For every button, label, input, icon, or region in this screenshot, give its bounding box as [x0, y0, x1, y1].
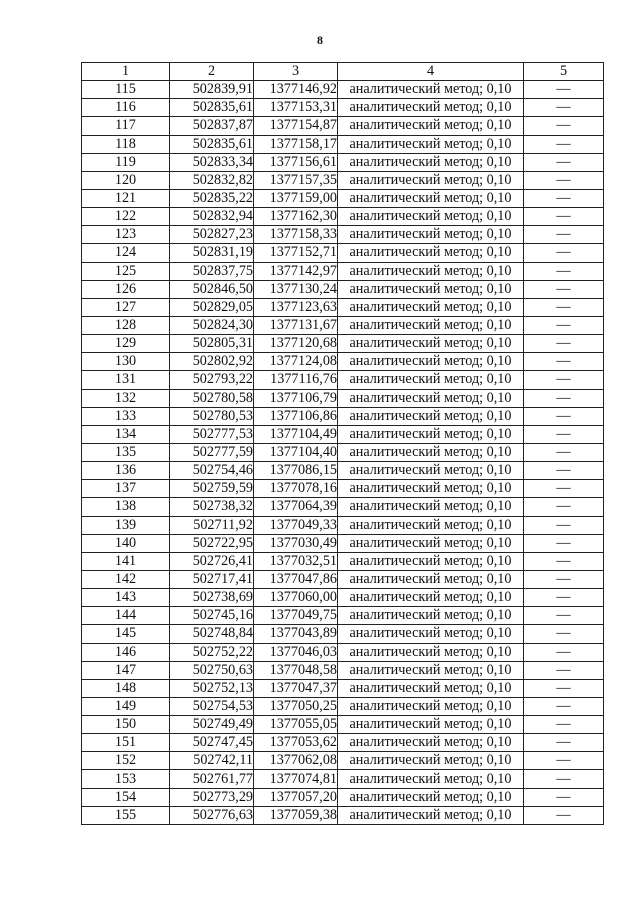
- table-row: [82, 298, 604, 316]
- description-cell: —: [524, 443, 604, 461]
- description-cell: —: [524, 806, 604, 824]
- method-accuracy-cell: аналитический метод; 0,10: [338, 752, 524, 770]
- y-coordinate-cell: 1377146,92: [254, 81, 338, 99]
- y-coordinate-cell: 1377053,62: [254, 734, 338, 752]
- description-cell: —: [524, 534, 604, 552]
- point-number-cell: 118: [82, 135, 170, 153]
- point-number-cell: 124: [82, 244, 170, 262]
- y-coordinate-cell: 1377062,08: [254, 752, 338, 770]
- table-row: [82, 425, 604, 443]
- description-cell: —: [524, 81, 604, 99]
- description-cell: —: [524, 425, 604, 443]
- y-coordinate-cell: 1377157,35: [254, 171, 338, 189]
- x-coordinate-cell: 502759,59: [170, 480, 254, 498]
- y-coordinate-cell: 1377154,87: [254, 117, 338, 135]
- table-row: [82, 679, 604, 697]
- column-header-2: 2: [170, 63, 254, 81]
- table-row: [82, 552, 604, 570]
- y-coordinate-cell: 1377049,33: [254, 516, 338, 534]
- description-cell: —: [524, 389, 604, 407]
- point-number-cell: 117: [82, 117, 170, 135]
- x-coordinate-cell: 502846,50: [170, 280, 254, 298]
- y-coordinate-cell: 1377123,63: [254, 298, 338, 316]
- point-number-cell: 126: [82, 280, 170, 298]
- point-number-cell: 148: [82, 679, 170, 697]
- description-cell: —: [524, 462, 604, 480]
- table-row: [82, 498, 604, 516]
- method-accuracy-cell: аналитический метод; 0,10: [338, 189, 524, 207]
- description-cell: —: [524, 679, 604, 697]
- x-coordinate-cell: 502717,41: [170, 570, 254, 588]
- coordinates-table: [81, 62, 604, 825]
- point-number-cell: 136: [82, 462, 170, 480]
- method-accuracy-cell: аналитический метод; 0,10: [338, 353, 524, 371]
- y-coordinate-cell: 1377074,81: [254, 770, 338, 788]
- y-coordinate-cell: 1377130,24: [254, 280, 338, 298]
- method-accuracy-cell: аналитический метод; 0,10: [338, 208, 524, 226]
- method-accuracy-cell: аналитический метод; 0,10: [338, 226, 524, 244]
- description-cell: —: [524, 697, 604, 715]
- table-row: [82, 262, 604, 280]
- method-accuracy-cell: аналитический метод; 0,10: [338, 498, 524, 516]
- column-header-1: 1: [82, 63, 170, 81]
- description-cell: —: [524, 607, 604, 625]
- table-row: [82, 516, 604, 534]
- description-cell: —: [524, 480, 604, 498]
- x-coordinate-cell: 502802,92: [170, 353, 254, 371]
- y-coordinate-cell: 1377030,49: [254, 534, 338, 552]
- y-coordinate-cell: 1377116,76: [254, 371, 338, 389]
- x-coordinate-cell: 502837,75: [170, 262, 254, 280]
- method-accuracy-cell: аналитический метод; 0,10: [338, 335, 524, 353]
- point-number-cell: 140: [82, 534, 170, 552]
- point-number-cell: 151: [82, 734, 170, 752]
- method-accuracy-cell: аналитический метод; 0,10: [338, 443, 524, 461]
- y-coordinate-cell: 1377047,86: [254, 570, 338, 588]
- point-number-cell: 123: [82, 226, 170, 244]
- x-coordinate-cell: 502738,69: [170, 589, 254, 607]
- point-number-cell: 155: [82, 806, 170, 824]
- description-cell: —: [524, 280, 604, 298]
- point-number-cell: 127: [82, 298, 170, 316]
- method-accuracy-cell: аналитический метод; 0,10: [338, 262, 524, 280]
- description-cell: —: [524, 552, 604, 570]
- x-coordinate-cell: 502745,16: [170, 607, 254, 625]
- table-row: [82, 335, 604, 353]
- description-cell: —: [524, 189, 604, 207]
- table-row: [82, 607, 604, 625]
- y-coordinate-cell: 1377032,51: [254, 552, 338, 570]
- y-coordinate-cell: 1377124,08: [254, 353, 338, 371]
- x-coordinate-cell: 502749,49: [170, 716, 254, 734]
- method-accuracy-cell: аналитический метод; 0,10: [338, 371, 524, 389]
- x-coordinate-cell: 502742,11: [170, 752, 254, 770]
- y-coordinate-cell: 1377086,15: [254, 462, 338, 480]
- table-row: [82, 625, 604, 643]
- method-accuracy-cell: аналитический метод; 0,10: [338, 117, 524, 135]
- point-number-cell: 141: [82, 552, 170, 570]
- column-header-5: 5: [524, 63, 604, 81]
- table-header-row: [82, 63, 604, 81]
- point-number-cell: 135: [82, 443, 170, 461]
- point-number-cell: 129: [82, 335, 170, 353]
- point-number-cell: 131: [82, 371, 170, 389]
- description-cell: —: [524, 643, 604, 661]
- x-coordinate-cell: 502726,41: [170, 552, 254, 570]
- description-cell: —: [524, 516, 604, 534]
- method-accuracy-cell: аналитический метод; 0,10: [338, 661, 524, 679]
- method-accuracy-cell: аналитический метод; 0,10: [338, 407, 524, 425]
- y-coordinate-cell: 1377043,89: [254, 625, 338, 643]
- method-accuracy-cell: аналитический метод; 0,10: [338, 589, 524, 607]
- y-coordinate-cell: 1377046,03: [254, 643, 338, 661]
- table-row: [82, 244, 604, 262]
- table-row: [82, 316, 604, 334]
- table-row: [82, 135, 604, 153]
- table-row: [82, 443, 604, 461]
- table-row: [82, 752, 604, 770]
- table-row: [82, 716, 604, 734]
- description-cell: —: [524, 788, 604, 806]
- point-number-cell: 122: [82, 208, 170, 226]
- y-coordinate-cell: 1377106,86: [254, 407, 338, 425]
- column-header-3: 3: [254, 63, 338, 81]
- method-accuracy-cell: аналитический метод; 0,10: [338, 298, 524, 316]
- x-coordinate-cell: 502776,63: [170, 806, 254, 824]
- table-row: [82, 697, 604, 715]
- point-number-cell: 130: [82, 353, 170, 371]
- point-number-cell: 142: [82, 570, 170, 588]
- table-row: [82, 462, 604, 480]
- method-accuracy-cell: аналитический метод; 0,10: [338, 425, 524, 443]
- description-cell: —: [524, 262, 604, 280]
- point-number-cell: 147: [82, 661, 170, 679]
- table-row: [82, 734, 604, 752]
- table-row: [82, 661, 604, 679]
- table-row: [82, 171, 604, 189]
- y-coordinate-cell: 1377152,71: [254, 244, 338, 262]
- table-row: [82, 480, 604, 498]
- method-accuracy-cell: аналитический метод; 0,10: [338, 480, 524, 498]
- y-coordinate-cell: 1377078,16: [254, 480, 338, 498]
- table-row: [82, 534, 604, 552]
- method-accuracy-cell: аналитический метод; 0,10: [338, 244, 524, 262]
- x-coordinate-cell: 502747,45: [170, 734, 254, 752]
- point-number-cell: 144: [82, 607, 170, 625]
- point-number-cell: 154: [82, 788, 170, 806]
- point-number-cell: 146: [82, 643, 170, 661]
- y-coordinate-cell: 1377048,58: [254, 661, 338, 679]
- point-number-cell: 119: [82, 153, 170, 171]
- y-coordinate-cell: 1377106,79: [254, 389, 338, 407]
- method-accuracy-cell: аналитический метод; 0,10: [338, 697, 524, 715]
- column-header-4: 4: [338, 63, 524, 81]
- x-coordinate-cell: 502833,34: [170, 153, 254, 171]
- description-cell: —: [524, 625, 604, 643]
- x-coordinate-cell: 502722,95: [170, 534, 254, 552]
- point-number-cell: 149: [82, 697, 170, 715]
- method-accuracy-cell: аналитический метод; 0,10: [338, 81, 524, 99]
- method-accuracy-cell: аналитический метод; 0,10: [338, 607, 524, 625]
- table-row: [82, 589, 604, 607]
- method-accuracy-cell: аналитический метод; 0,10: [338, 389, 524, 407]
- description-cell: —: [524, 208, 604, 226]
- table-row: [82, 643, 604, 661]
- y-coordinate-cell: 1377131,67: [254, 316, 338, 334]
- method-accuracy-cell: аналитический метод; 0,10: [338, 171, 524, 189]
- description-cell: —: [524, 661, 604, 679]
- method-accuracy-cell: аналитический метод; 0,10: [338, 516, 524, 534]
- description-cell: —: [524, 226, 604, 244]
- table-row: [82, 353, 604, 371]
- table-row: [82, 117, 604, 135]
- table-row: [82, 389, 604, 407]
- y-coordinate-cell: 1377158,17: [254, 135, 338, 153]
- y-coordinate-cell: 1377142,97: [254, 262, 338, 280]
- table-row: [82, 226, 604, 244]
- x-coordinate-cell: 502835,61: [170, 135, 254, 153]
- description-cell: —: [524, 371, 604, 389]
- table-row: [82, 280, 604, 298]
- point-number-cell: 120: [82, 171, 170, 189]
- x-coordinate-cell: 502829,05: [170, 298, 254, 316]
- description-cell: —: [524, 244, 604, 262]
- description-cell: —: [524, 570, 604, 588]
- point-number-cell: 121: [82, 189, 170, 207]
- table-row: [82, 407, 604, 425]
- x-coordinate-cell: 502835,22: [170, 189, 254, 207]
- x-coordinate-cell: 502793,22: [170, 371, 254, 389]
- point-number-cell: 139: [82, 516, 170, 534]
- y-coordinate-cell: 1377055,05: [254, 716, 338, 734]
- point-number-cell: 125: [82, 262, 170, 280]
- method-accuracy-cell: аналитический метод; 0,10: [338, 534, 524, 552]
- description-cell: —: [524, 99, 604, 117]
- table-row: [82, 371, 604, 389]
- y-coordinate-cell: 1377162,30: [254, 208, 338, 226]
- point-number-cell: 115: [82, 81, 170, 99]
- table-row: [82, 788, 604, 806]
- point-number-cell: 134: [82, 425, 170, 443]
- method-accuracy-cell: аналитический метод; 0,10: [338, 625, 524, 643]
- description-cell: —: [524, 316, 604, 334]
- x-coordinate-cell: 502754,53: [170, 697, 254, 715]
- x-coordinate-cell: 502827,23: [170, 226, 254, 244]
- y-coordinate-cell: 1377060,00: [254, 589, 338, 607]
- description-cell: —: [524, 335, 604, 353]
- description-cell: —: [524, 770, 604, 788]
- point-number-cell: 132: [82, 389, 170, 407]
- description-cell: —: [524, 153, 604, 171]
- x-coordinate-cell: 502748,84: [170, 625, 254, 643]
- method-accuracy-cell: аналитический метод; 0,10: [338, 153, 524, 171]
- method-accuracy-cell: аналитический метод; 0,10: [338, 679, 524, 697]
- method-accuracy-cell: аналитический метод; 0,10: [338, 280, 524, 298]
- x-coordinate-cell: 502754,46: [170, 462, 254, 480]
- table-row: [82, 208, 604, 226]
- point-number-cell: 150: [82, 716, 170, 734]
- description-cell: —: [524, 135, 604, 153]
- point-number-cell: 145: [82, 625, 170, 643]
- table-row: [82, 570, 604, 588]
- x-coordinate-cell: 502831,19: [170, 244, 254, 262]
- point-number-cell: 153: [82, 770, 170, 788]
- description-cell: —: [524, 171, 604, 189]
- description-cell: —: [524, 353, 604, 371]
- x-coordinate-cell: 502780,58: [170, 389, 254, 407]
- page-number: 8: [317, 33, 323, 47]
- point-number-cell: 133: [82, 407, 170, 425]
- point-number-cell: 138: [82, 498, 170, 516]
- x-coordinate-cell: 502773,29: [170, 788, 254, 806]
- y-coordinate-cell: 1377064,39: [254, 498, 338, 516]
- y-coordinate-cell: 1377120,68: [254, 335, 338, 353]
- method-accuracy-cell: аналитический метод; 0,10: [338, 135, 524, 153]
- y-coordinate-cell: 1377050,25: [254, 697, 338, 715]
- y-coordinate-cell: 1377158,33: [254, 226, 338, 244]
- table-row: [82, 81, 604, 99]
- y-coordinate-cell: 1377104,40: [254, 443, 338, 461]
- x-coordinate-cell: 502832,82: [170, 171, 254, 189]
- x-coordinate-cell: 502752,22: [170, 643, 254, 661]
- method-accuracy-cell: аналитический метод; 0,10: [338, 806, 524, 824]
- method-accuracy-cell: аналитический метод; 0,10: [338, 716, 524, 734]
- table-row: [82, 770, 604, 788]
- x-coordinate-cell: 502711,92: [170, 516, 254, 534]
- x-coordinate-cell: 502761,77: [170, 770, 254, 788]
- y-coordinate-cell: 1377156,61: [254, 153, 338, 171]
- x-coordinate-cell: 502752,13: [170, 679, 254, 697]
- x-coordinate-cell: 502839,91: [170, 81, 254, 99]
- x-coordinate-cell: 502837,87: [170, 117, 254, 135]
- description-cell: —: [524, 716, 604, 734]
- description-cell: —: [524, 589, 604, 607]
- y-coordinate-cell: 1377104,49: [254, 425, 338, 443]
- method-accuracy-cell: аналитический метод; 0,10: [338, 788, 524, 806]
- method-accuracy-cell: аналитический метод; 0,10: [338, 462, 524, 480]
- table-row: [82, 806, 604, 824]
- description-cell: —: [524, 117, 604, 135]
- method-accuracy-cell: аналитический метод; 0,10: [338, 316, 524, 334]
- point-number-cell: 152: [82, 752, 170, 770]
- x-coordinate-cell: 502805,31: [170, 335, 254, 353]
- y-coordinate-cell: 1377159,00: [254, 189, 338, 207]
- table-body: [82, 63, 604, 825]
- x-coordinate-cell: 502777,59: [170, 443, 254, 461]
- method-accuracy-cell: аналитический метод; 0,10: [338, 99, 524, 117]
- x-coordinate-cell: 502750,63: [170, 661, 254, 679]
- point-number-cell: 116: [82, 99, 170, 117]
- description-cell: —: [524, 298, 604, 316]
- y-coordinate-cell: 1377059,38: [254, 806, 338, 824]
- description-cell: —: [524, 498, 604, 516]
- table-row: [82, 153, 604, 171]
- description-cell: —: [524, 407, 604, 425]
- method-accuracy-cell: аналитический метод; 0,10: [338, 570, 524, 588]
- x-coordinate-cell: 502738,32: [170, 498, 254, 516]
- table-row: [82, 99, 604, 117]
- method-accuracy-cell: аналитический метод; 0,10: [338, 770, 524, 788]
- point-number-cell: 128: [82, 316, 170, 334]
- x-coordinate-cell: 502780,53: [170, 407, 254, 425]
- y-coordinate-cell: 1377049,75: [254, 607, 338, 625]
- point-number-cell: 137: [82, 480, 170, 498]
- y-coordinate-cell: 1377057,20: [254, 788, 338, 806]
- x-coordinate-cell: 502835,61: [170, 99, 254, 117]
- description-cell: —: [524, 734, 604, 752]
- x-coordinate-cell: 502777,53: [170, 425, 254, 443]
- description-cell: —: [524, 752, 604, 770]
- x-coordinate-cell: 502824,30: [170, 316, 254, 334]
- point-number-cell: 143: [82, 589, 170, 607]
- x-coordinate-cell: 502832,94: [170, 208, 254, 226]
- y-coordinate-cell: 1377153,31: [254, 99, 338, 117]
- method-accuracy-cell: аналитический метод; 0,10: [338, 734, 524, 752]
- method-accuracy-cell: аналитический метод; 0,10: [338, 552, 524, 570]
- table-row: [82, 189, 604, 207]
- method-accuracy-cell: аналитический метод; 0,10: [338, 643, 524, 661]
- y-coordinate-cell: 1377047,37: [254, 679, 338, 697]
